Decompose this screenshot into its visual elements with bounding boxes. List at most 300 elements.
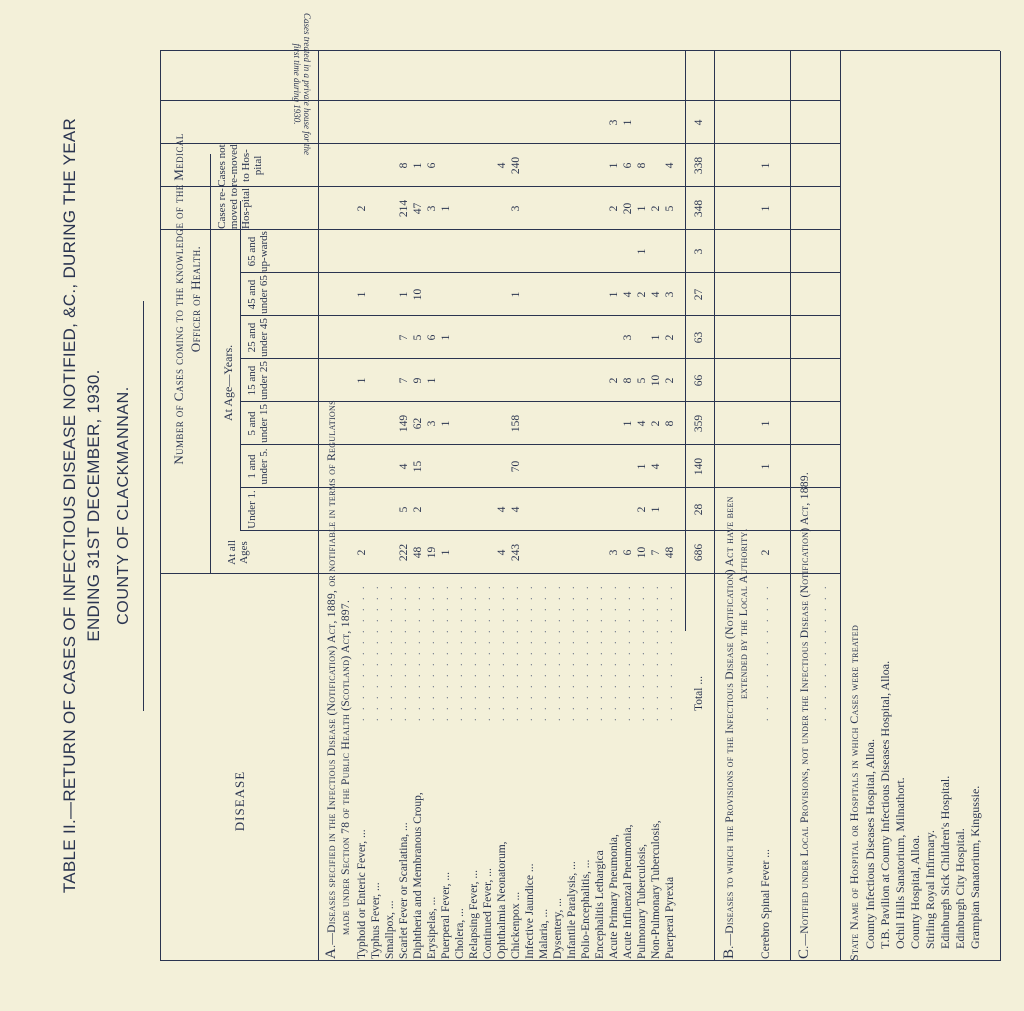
a-cell-20-10: 6 (622, 162, 634, 169)
a-leader-17: . . . . . . . . . . . . . (580, 583, 591, 721)
a-cell-20-1: 6 (622, 549, 634, 556)
a-cell-18-2 (594, 488, 606, 531)
c-cell-1-11 (818, 101, 830, 144)
column-header-4: 5 and under 15 (246, 404, 270, 443)
a-cell-13-7 (524, 273, 536, 316)
a-cell-9-9 (468, 187, 480, 230)
a-cell-17-11 (580, 101, 592, 144)
a-cell-21-3: 1 (636, 463, 648, 470)
section-a-letter: A (323, 947, 339, 959)
a-cell-7-8 (440, 230, 452, 273)
a-cell-12-8 (510, 230, 522, 273)
column-header-7: 45 and under 65 (246, 275, 270, 314)
column-header-5: 15 and under 25 (246, 361, 270, 400)
b-leader-1: . . . . . . . . . . . . . (760, 583, 771, 721)
a-leader-8: . . . . . . . . . . . . . (454, 583, 465, 721)
b-cell-1-11 (760, 101, 772, 144)
a-cell-7-4: 1 (440, 420, 452, 427)
section-c-title-text: .—Notified under Local Provisions, not under the Infectious Disease (Notification) Act, 1889. (799, 471, 811, 949)
total-cell-9: 348 (693, 199, 705, 218)
a-cell-5-6: 5 (412, 334, 424, 341)
column-rule-2 (240, 530, 840, 531)
column-rule-3 (240, 487, 840, 488)
a-cell-8-11 (454, 101, 466, 144)
a-cell-23-3 (664, 445, 676, 488)
a-cell-16-10 (566, 144, 578, 187)
section-a-title (324, 400, 353, 959)
hospital-item-2: T.B. Pavilion at County Infectious Diseases Hospital, Alloa. (878, 660, 892, 949)
a-cell-2-6 (370, 316, 382, 359)
a-disease-1: Typhoid or Enteric Fever, ... (356, 829, 368, 959)
a-cell-14-5 (538, 359, 550, 402)
b-cell-1-9: 1 (760, 205, 772, 212)
a-cell-11-10: 4 (496, 162, 508, 169)
a-cell-16-4 (566, 402, 578, 445)
a-cell-15-3 (552, 445, 564, 488)
a-cell-5-8 (412, 230, 424, 273)
column-rule-4 (240, 444, 840, 445)
a-cell-21-4: 4 (636, 420, 648, 427)
a-cell-2-8 (370, 230, 382, 273)
a-cell-11-2: 4 (496, 506, 508, 513)
a-cell-14-1 (538, 531, 550, 574)
a-cell-8-2 (454, 488, 466, 531)
hospital-item-3: Ochil Hills Sanatorium, Milnathort. (893, 777, 907, 949)
a-cell-3-1 (384, 531, 396, 574)
a-cell-1-11 (356, 101, 368, 144)
a-cell-11-9 (496, 187, 508, 230)
hospitals-title: State Name of Hospital or Hospitals in which Cases were treated (847, 624, 861, 961)
c-cell-1-7 (818, 273, 830, 316)
a-cell-6-9: 3 (426, 205, 438, 212)
a-cell-2-9 (370, 187, 382, 230)
table-left-border (160, 960, 1000, 961)
a-cell-9-5 (468, 359, 480, 402)
total-cell-5: 66 (693, 374, 705, 387)
column-header-2: Under 1. (246, 490, 258, 529)
a-cell-22-4: 2 (650, 420, 662, 427)
column-rule-5 (240, 401, 840, 402)
a-cell-19-9: 2 (608, 205, 620, 212)
a-cell-19-3 (608, 445, 620, 488)
a-cell-6-5: 1 (426, 377, 438, 384)
cases-header (170, 24, 204, 574)
header-rule-1 (210, 154, 211, 574)
a-leader-11: . . . . . . . . . . . . . (496, 583, 507, 721)
a-cell-14-9 (538, 187, 550, 230)
b-cell-1-1: 2 (760, 549, 772, 556)
column-rule-8 (240, 272, 840, 273)
a-cell-4-4: 149 (398, 414, 410, 433)
a-cell-16-11 (566, 101, 578, 144)
title-rule (143, 301, 144, 711)
a-cell-12-1: 243 (510, 543, 522, 562)
a-cell-9-7 (468, 273, 480, 316)
a-cell-5-1: 48 (412, 546, 424, 559)
a-cell-10-4 (482, 402, 494, 445)
a-leader-10: . . . . . . . . . . . . . (482, 583, 493, 721)
a-disease-23: Puerperal Pyrexia (664, 876, 676, 959)
a-cell-2-7 (370, 273, 382, 316)
a-cell-6-7 (426, 273, 438, 316)
a-cell-6-11 (426, 101, 438, 144)
a-cell-18-9 (594, 187, 606, 230)
a-cell-17-9 (580, 187, 592, 230)
a-cell-18-6 (594, 316, 606, 359)
a-cell-2-5 (370, 359, 382, 402)
a-cell-19-2 (608, 488, 620, 531)
a-cell-15-8 (552, 230, 564, 273)
a-cell-15-1 (552, 531, 564, 574)
column-header-9: Cases re-moved to Hos-pital (216, 187, 252, 230)
a-cell-12-5 (510, 359, 522, 402)
a-cell-13-3 (524, 445, 536, 488)
a-cell-21-11 (636, 101, 648, 144)
a-cell-13-2 (524, 488, 536, 531)
column-rule-7 (240, 315, 840, 316)
a-cell-19-10: 1 (608, 162, 620, 169)
a-leader-21: . . . . . . . . . . . . . (636, 583, 647, 721)
a-cell-16-5 (566, 359, 578, 402)
a-cell-23-6: 2 (664, 334, 676, 341)
a-cell-1-2 (356, 488, 368, 531)
a-cell-5-2: 2 (412, 506, 424, 513)
column-rule-6 (240, 358, 840, 359)
a-disease-3: Smallpox, ... (384, 900, 396, 959)
section-c-title (797, 472, 812, 959)
a-cell-3-6 (384, 316, 396, 359)
a-cell-1-4 (356, 402, 368, 445)
a-disease-16: Infantile Paralysis, ... (566, 861, 578, 959)
a-cell-8-8 (454, 230, 466, 273)
a-cell-8-1 (454, 531, 466, 574)
a-cell-14-6 (538, 316, 550, 359)
a-cell-22-10 (650, 144, 662, 187)
a-disease-19: Acute Primary Pneumonia, (608, 834, 620, 959)
section-b-title (722, 496, 751, 959)
a-cell-13-9 (524, 187, 536, 230)
header-bottom-rule (318, 51, 319, 961)
a-cell-17-1 (580, 531, 592, 574)
a-cell-8-4 (454, 402, 466, 445)
a-cell-10-7 (482, 273, 494, 316)
total-cell-6: 63 (693, 331, 705, 344)
a-cell-10-3 (482, 445, 494, 488)
a-disease-4: Scarlet Fever or Scarlatina, ... (398, 822, 410, 959)
total-cell-2: 28 (693, 503, 705, 516)
a-disease-9: Relapsing Fever, ... (468, 870, 480, 959)
a-leader-12: . . . . . . . . . . . . . (510, 583, 521, 721)
a-cell-22-11 (650, 101, 662, 144)
a-cell-14-11 (538, 101, 550, 144)
a-cell-10-10 (482, 144, 494, 187)
a-cell-3-7 (384, 273, 396, 316)
total-cell-11: 4 (693, 119, 705, 126)
a-cell-17-8 (580, 230, 592, 273)
a-cell-22-7: 4 (650, 291, 662, 298)
a-cell-16-2 (566, 488, 578, 531)
a-cell-16-7 (566, 273, 578, 316)
b-cell-1-6 (760, 316, 772, 359)
a-cell-4-5: 7 (398, 377, 410, 384)
a-cell-4-7: 1 (398, 291, 410, 298)
hospital-item-7: Edinburgh City Hospital. (953, 828, 967, 949)
column-header-6: 25 and under 45 (246, 318, 270, 357)
a-leader-15: . . . . . . . . . . . . . (552, 583, 563, 721)
c-cell-1-8 (818, 230, 830, 273)
a-cell-6-8 (426, 230, 438, 273)
a-cell-22-8 (650, 230, 662, 273)
a-cell-6-10: 6 (426, 162, 438, 169)
a-cell-23-7: 3 (664, 291, 676, 298)
a-cell-14-2 (538, 488, 550, 531)
a-leader-5: . . . . . . . . . . . . . (412, 583, 423, 721)
column-header-1: At all Ages (226, 540, 250, 565)
a-cell-23-9: 5 (664, 205, 676, 212)
header-rule-2 (240, 201, 241, 531)
a-cell-13-8 (524, 230, 536, 273)
a-cell-12-3: 70 (510, 460, 522, 473)
a-cell-1-9: 2 (356, 205, 368, 212)
disease-column-header: DISEASE (232, 770, 247, 832)
a-cell-3-8 (384, 230, 396, 273)
a-cell-5-11 (412, 101, 424, 144)
a-cell-3-3 (384, 445, 396, 488)
a-cell-16-9 (566, 187, 578, 230)
a-cell-23-4: 8 (664, 420, 676, 427)
section-a-title-line-2: made under Section 78 of the Public Health (Scotland) Act, 1897. (340, 599, 352, 935)
a-disease-11: Ophthalmia Neonatorum, (496, 841, 508, 959)
a-cell-21-6 (636, 316, 648, 359)
a-cell-11-3 (496, 445, 508, 488)
a-cell-17-5 (580, 359, 592, 402)
a-cell-11-6 (496, 316, 508, 359)
hospital-item-6: Edinburgh Sick Children's Hospital. (938, 775, 952, 949)
a-cell-6-3 (426, 445, 438, 488)
a-disease-12: Chickenpox ... (510, 891, 522, 959)
a-cell-7-10 (440, 144, 452, 187)
a-disease-14: Malaria, ... (538, 908, 550, 959)
a-cell-4-3: 4 (398, 463, 410, 470)
a-cell-13-4 (524, 402, 536, 445)
a-leader-3: . . . . . . . . . . . . . (384, 583, 395, 721)
a-cell-13-5 (524, 359, 536, 402)
a-leader-6: . . . . . . . . . . . . . (426, 583, 437, 721)
a-cell-9-6 (468, 316, 480, 359)
a-cell-21-9: 1 (636, 205, 648, 212)
a-cell-1-7: 1 (356, 291, 368, 298)
table-top-border (160, 51, 161, 961)
a-cell-18-7 (594, 273, 606, 316)
column-rule-10 (160, 186, 840, 187)
title-line-1: TABLE II.—RETURN OF CASES OF INFECTIOUS DISEASE NOTIFIED, &C., DURING THE YEAR (60, 117, 79, 894)
a-cell-17-4 (580, 402, 592, 445)
a-cell-10-11 (482, 101, 494, 144)
a-cell-15-5 (552, 359, 564, 402)
a-disease-10: Continued Fever, ... (482, 868, 494, 959)
a-cell-2-3 (370, 445, 382, 488)
a-cell-5-7: 10 (412, 288, 424, 301)
a-cell-20-7: 4 (622, 291, 634, 298)
a-cell-16-8 (566, 230, 578, 273)
a-cell-4-6: 7 (398, 334, 410, 341)
table-right-border (160, 50, 1000, 51)
a-cell-18-11 (594, 101, 606, 144)
a-cell-3-5 (384, 359, 396, 402)
a-cell-8-3 (454, 445, 466, 488)
a-cell-9-2 (468, 488, 480, 531)
a-cell-15-7 (552, 273, 564, 316)
a-disease-22: Non-Pulmonary Tuberculosis, (650, 820, 662, 959)
a-cell-15-9 (552, 187, 564, 230)
a-cell-18-5 (594, 359, 606, 402)
a-cell-18-10 (594, 144, 606, 187)
a-cell-15-6 (552, 316, 564, 359)
a-cell-19-8 (608, 230, 620, 273)
a-disease-8: Cholera, ... (454, 908, 466, 959)
a-cell-6-1: 19 (426, 546, 438, 559)
a-cell-9-3 (468, 445, 480, 488)
a-cell-11-8 (496, 230, 508, 273)
a-cell-21-2: 2 (636, 506, 648, 513)
a-cell-20-4: 1 (622, 420, 634, 427)
a-cell-9-1 (468, 531, 480, 574)
a-cell-5-5: 9 (412, 377, 424, 384)
a-disease-15: Dysentery, ... (552, 898, 564, 959)
a-leader-9: . . . . . . . . . . . . . (468, 583, 479, 721)
a-leader-7: . . . . . . . . . . . . . (440, 583, 451, 721)
a-cell-1-3 (356, 445, 368, 488)
a-cell-16-3 (566, 445, 578, 488)
b-cell-1-2 (760, 488, 772, 531)
a-cell-16-1 (566, 531, 578, 574)
a-cell-10-2 (482, 488, 494, 531)
a-cell-2-4 (370, 402, 382, 445)
a-cell-19-7: 1 (608, 291, 620, 298)
a-cell-14-8 (538, 230, 550, 273)
a-cell-11-7 (496, 273, 508, 316)
column-rule-12 (160, 100, 840, 101)
a-cell-23-8 (664, 230, 676, 273)
a-cell-7-2 (440, 488, 452, 531)
a-cell-5-10: 1 (412, 162, 424, 169)
table-title (58, 30, 106, 981)
a-cell-7-11 (440, 101, 452, 144)
a-leader-18: . . . . . . . . . . . . . (594, 583, 605, 721)
a-cell-13-1 (524, 531, 536, 574)
a-cell-20-9: 20 (622, 202, 634, 215)
a-cell-17-10 (580, 144, 592, 187)
a-cell-3-9 (384, 187, 396, 230)
section-b-letter: B (721, 948, 737, 959)
b-cell-1-4: 1 (760, 420, 772, 427)
a-cell-23-10: 4 (664, 162, 676, 169)
a-cell-14-3 (538, 445, 550, 488)
a-cell-12-11 (510, 101, 522, 144)
c-cell-1-1 (818, 531, 830, 574)
a-cell-12-10: 240 (510, 156, 522, 175)
a-disease-20: Acute Influenzal Pneumonia, (622, 824, 634, 959)
a-cell-10-9 (482, 187, 494, 230)
c-cell-1-3 (818, 445, 830, 488)
a-cell-11-11 (496, 101, 508, 144)
a-cell-15-4 (552, 402, 564, 445)
a-leader-20: . . . . . . . . . . . . . (622, 583, 633, 721)
a-cell-19-1: 3 (608, 549, 620, 556)
a-cell-20-8 (622, 230, 634, 273)
a-cell-17-6 (580, 316, 592, 359)
total-cell-8: 3 (693, 248, 705, 255)
a-cell-23-11 (664, 101, 676, 144)
a-leader-13: . . . . . . . . . . . . . (524, 583, 535, 721)
c-cell-1-9 (818, 187, 830, 230)
a-disease-2: Typhus Fever, ... (370, 882, 382, 959)
a-cell-11-4 (496, 402, 508, 445)
a-cell-12-6 (510, 316, 522, 359)
b-cell-1-5 (760, 359, 772, 402)
a-cell-4-9: 214 (398, 199, 410, 218)
cases-header-line-2: Officer of Health. (188, 245, 203, 353)
a-cell-4-2: 5 (398, 506, 410, 513)
a-cell-9-10 (468, 144, 480, 187)
a-leader-19: . . . . . . . . . . . . . (608, 583, 619, 721)
a-cell-21-7: 2 (636, 291, 648, 298)
total-cell-7: 27 (693, 288, 705, 301)
a-cell-20-5: 8 (622, 377, 634, 384)
a-cell-20-11: 1 (622, 119, 634, 126)
a-cell-13-11 (524, 101, 536, 144)
section-c-bottom-rule (840, 51, 841, 961)
a-leader-22: . . . . . . . . . . . . . (650, 583, 661, 721)
a-cell-10-6 (482, 316, 494, 359)
a-leader-14: . . . . . . . . . . . . . (538, 583, 549, 721)
a-cell-8-6 (454, 316, 466, 359)
a-cell-19-5: 2 (608, 377, 620, 384)
section-b-bottom-rule (790, 51, 791, 961)
a-cell-20-6: 3 (622, 334, 634, 341)
a-cell-12-9: 3 (510, 205, 522, 212)
c-cell-1-2 (818, 488, 830, 531)
hospital-item-5: Stirling Royal Infirmary. (923, 830, 937, 949)
a-cell-1-1: 2 (356, 549, 368, 556)
a-cell-1-8 (356, 230, 368, 273)
a-cell-15-10 (552, 144, 564, 187)
hospital-item-8: Grampian Sanatorium, Kingussie. (968, 785, 982, 949)
a-cell-1-5: 1 (356, 377, 368, 384)
a-cell-21-8: 1 (636, 248, 648, 255)
column-rule-9 (160, 229, 840, 230)
a-cell-3-11 (384, 101, 396, 144)
a-cell-12-2: 4 (510, 506, 522, 513)
a-disease-17: Polio-Encephalitis, ... (580, 859, 592, 959)
total-top-rule (685, 51, 686, 631)
column-header-10: Cases not re-moved to Hos-pital (216, 144, 264, 187)
total-cell-4: 359 (693, 414, 705, 433)
a-cell-6-2 (426, 488, 438, 531)
a-cell-1-10 (356, 144, 368, 187)
a-cell-3-4 (384, 402, 396, 445)
a-cell-23-1: 48 (664, 546, 676, 559)
a-cell-10-1 (482, 531, 494, 574)
table-bottom-border (1000, 51, 1001, 961)
a-cell-15-11 (552, 101, 564, 144)
a-cell-22-6: 1 (650, 334, 662, 341)
section-b-title-line-2: extended by the Local Authority. (738, 528, 750, 699)
a-cell-17-3 (580, 445, 592, 488)
a-cell-14-10 (538, 144, 550, 187)
a-cell-23-5: 2 (664, 377, 676, 384)
a-cell-8-7 (454, 273, 466, 316)
